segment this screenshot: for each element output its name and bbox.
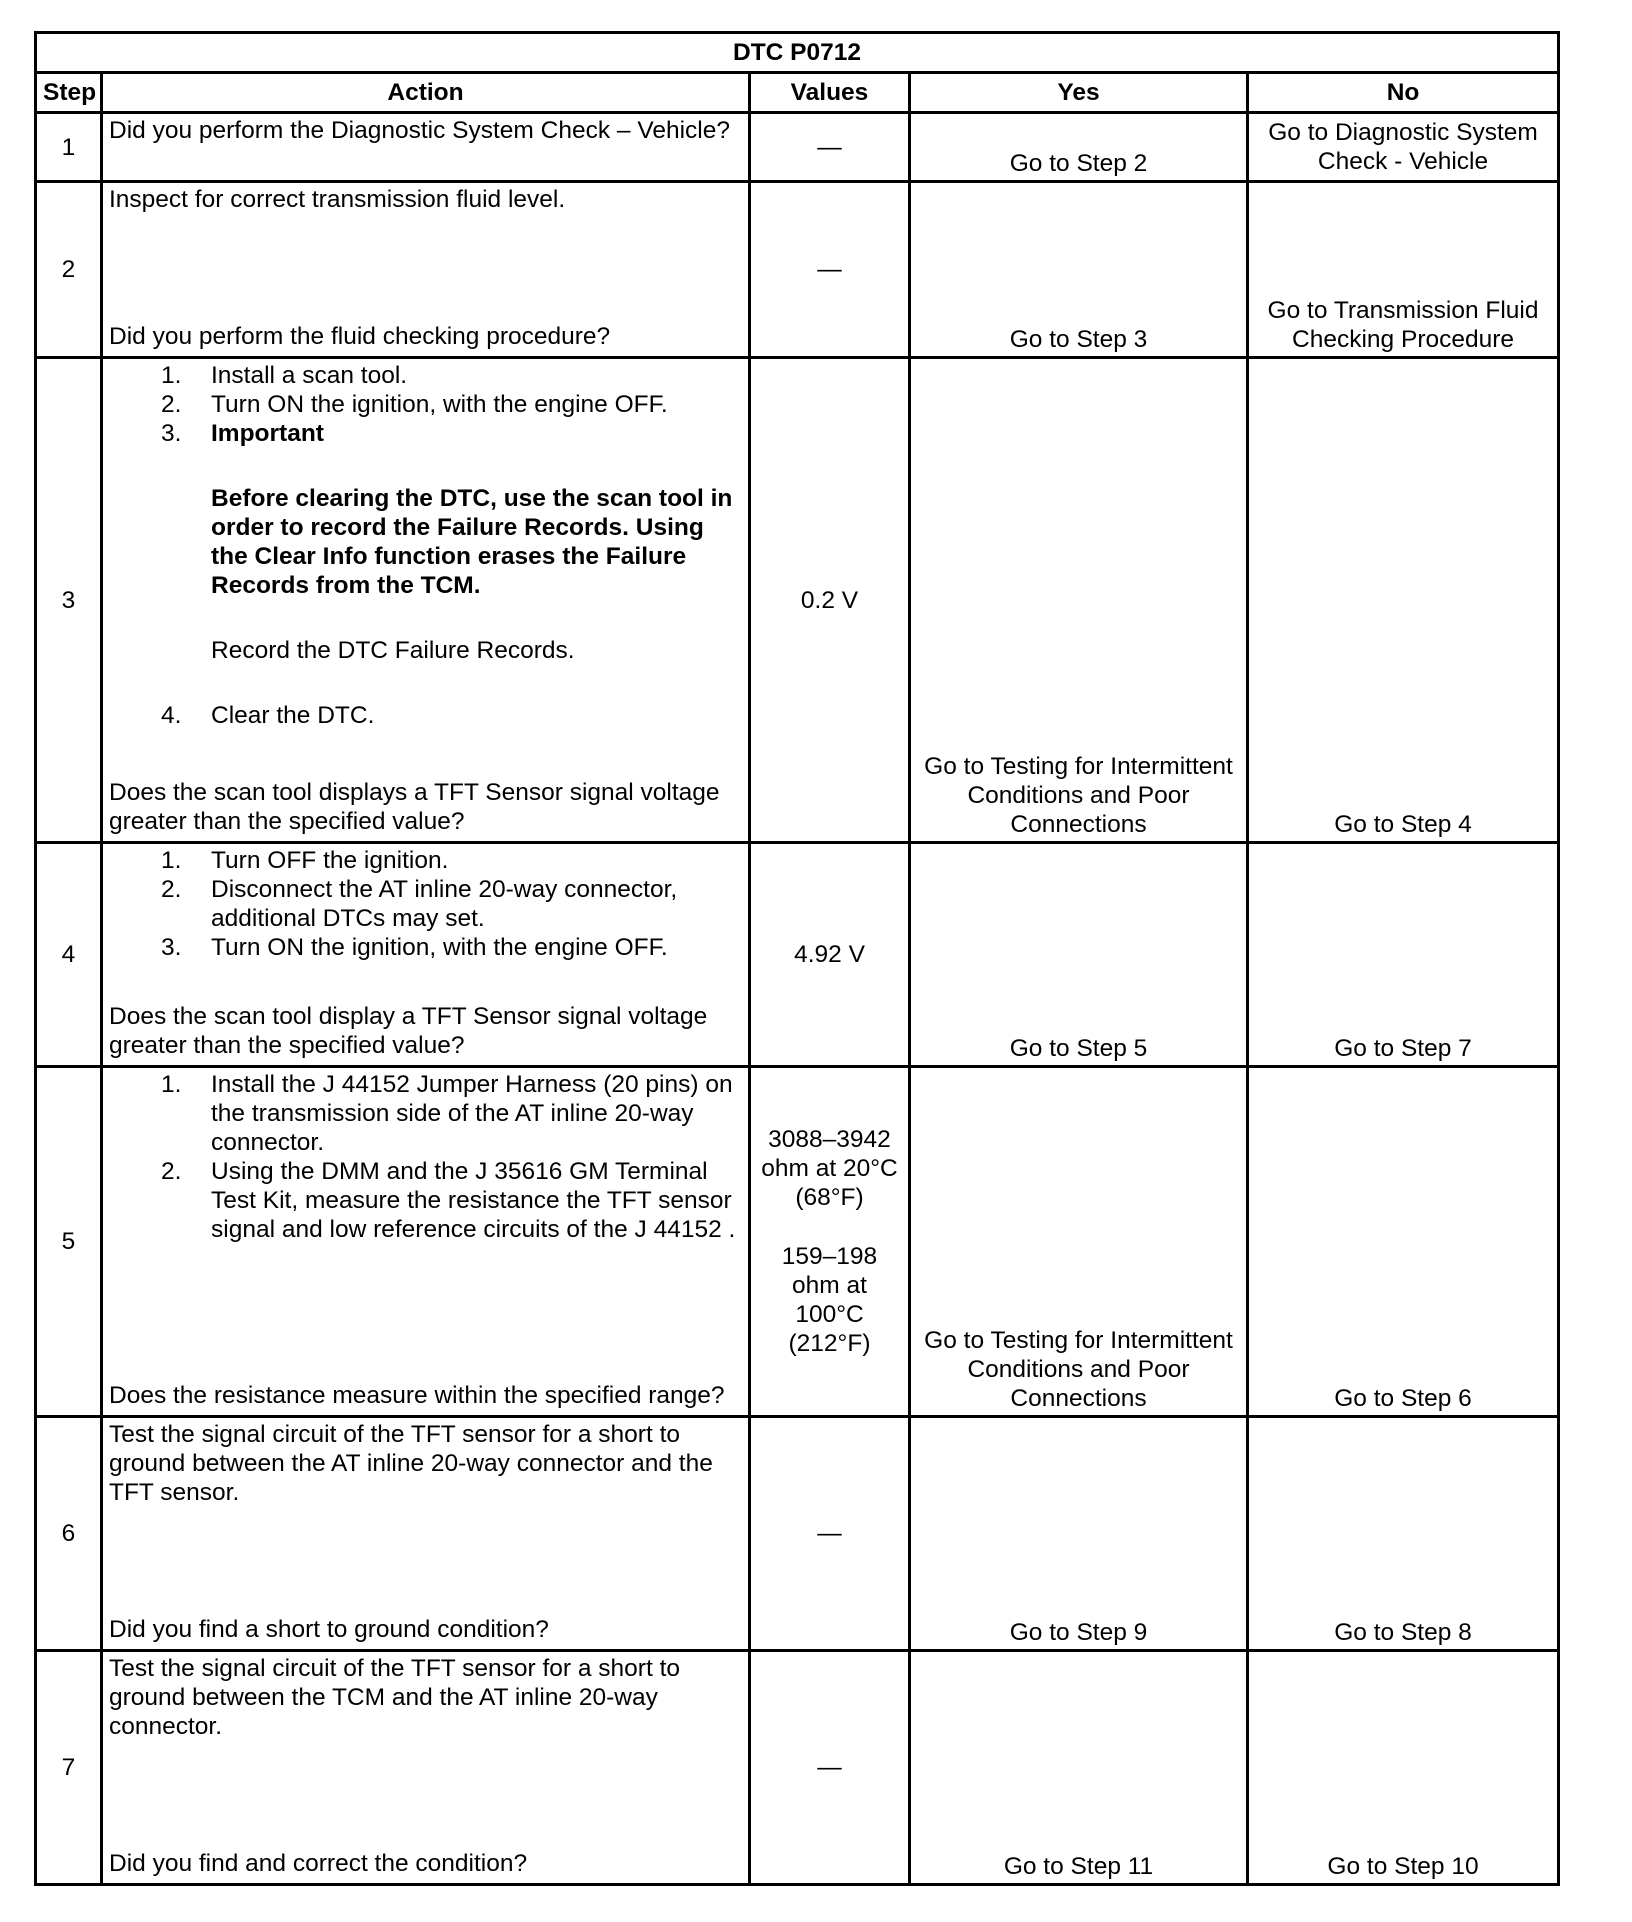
action-content <box>109 1070 742 1410</box>
item-text: Using the DMM and the J 35616 GM Terminal Test Kit, measure the resistance the TFT sensor signal and low reference circuits of the J 44152 . <box>211 1158 736 1243</box>
yes-cell: Go to Step 3 <box>910 182 1248 358</box>
header-values: Values <box>750 73 910 113</box>
action-intro: Test the signal circuit of the TFT sensor for a short to ground between the TCM and the AT inline 20-way connector. <box>109 1655 681 1740</box>
table-row <box>36 1067 1559 1417</box>
item-text: Turn ON the ignition, with the engine OFF. <box>211 934 668 961</box>
step-number: 6 <box>36 1417 102 1651</box>
value-cell <box>750 1067 910 1417</box>
action-steps <box>109 846 742 962</box>
table-row <box>36 358 1559 843</box>
action-cell <box>102 1651 750 1885</box>
yes-cell: Go to Step 11 <box>910 1651 1248 1885</box>
step-number: 5 <box>36 1067 102 1417</box>
action-steps <box>109 1070 742 1244</box>
yes-cell: Go to Step 5 <box>910 843 1248 1067</box>
step-number: 7 <box>36 1651 102 1885</box>
important-label: Important <box>211 420 324 447</box>
action-content <box>109 185 742 351</box>
list-item <box>161 361 742 390</box>
list-item <box>161 846 742 875</box>
yes-cell: Go to Testing for Intermittent Conditions and Poor Connections <box>910 358 1248 843</box>
step-number: 2 <box>36 182 102 358</box>
value-cell: 4.92 V <box>750 843 910 1067</box>
item-number: 1. <box>161 362 182 389</box>
value-range-100c: 159–198 ohm at 100°C (212°F) <box>781 1243 878 1357</box>
value-cell: 0.2 V <box>750 358 910 843</box>
item-text: Install the J 44152 Jumper Harness (20 pins) on the transmission side of the AT inline 20-way connector. <box>211 1071 733 1156</box>
action-cell: Did you perform the Diagnostic System Check – Vehicle? <box>102 113 750 182</box>
action-content <box>109 846 742 1060</box>
no-cell: Go to Step 8 <box>1248 1417 1559 1651</box>
item-number: 4. <box>161 702 182 729</box>
action-question: Does the scan tool displays a TFT Sensor signal voltage greater than the specified value? <box>109 779 720 835</box>
item-number: 2. <box>161 1158 182 1185</box>
action-question: Did you find a short to ground condition? <box>109 1616 549 1643</box>
action-question: Does the scan tool display a TFT Sensor signal voltage greater than the specified value? <box>109 1003 708 1059</box>
no-cell: Go to Transmission Fluid Checking Procedure <box>1248 182 1559 358</box>
list-item <box>161 419 742 701</box>
step-number: 4 <box>36 843 102 1067</box>
step-number: 1 <box>36 113 102 182</box>
yes-cell: Go to Step 9 <box>910 1417 1248 1651</box>
no-cell: Go to Step 4 <box>1248 358 1559 843</box>
action-question: Does the resistance measure within the specified range? <box>109 1382 725 1409</box>
action-cell <box>102 843 750 1067</box>
list-item <box>161 875 742 933</box>
no-cell: Go to Step 7 <box>1248 843 1559 1067</box>
item-text: Disconnect the AT inline 20-way connector, additional DTCs may set. <box>211 876 678 932</box>
item-text: Install a scan tool. <box>211 362 408 389</box>
no-cell: Go to Diagnostic System Check - Vehicle <box>1248 113 1559 182</box>
value-cell: — <box>750 1651 910 1885</box>
item-number: 2. <box>161 876 182 903</box>
action-cell <box>102 182 750 358</box>
dtc-table <box>34 31 1560 1886</box>
action-cell <box>102 358 750 843</box>
item-text: Turn ON the ignition, with the engine OFF. <box>211 391 668 418</box>
action-cell <box>102 1417 750 1651</box>
list-item <box>161 390 742 419</box>
item-number: 2. <box>161 391 182 418</box>
action-intro: Test the signal circuit of the TFT sensor for a short to ground between the AT inline 20-way connector and the TFT sensor. <box>109 1421 713 1506</box>
item-text: Clear the DTC. <box>211 702 375 729</box>
action-content <box>109 1654 742 1878</box>
item-number: 1. <box>161 1071 182 1098</box>
list-item <box>161 1070 742 1157</box>
value-cell: — <box>750 1417 910 1651</box>
step-number: 3 <box>36 358 102 843</box>
yes-cell: Go to Step 2 <box>910 113 1248 182</box>
header-row <box>36 73 1559 113</box>
action-content <box>109 1420 742 1644</box>
table-row <box>36 182 1559 358</box>
item-number: 1. <box>161 847 182 874</box>
action-cell <box>102 1067 750 1417</box>
table-row <box>36 113 1559 182</box>
list-item <box>161 933 742 962</box>
item-number: 3. <box>161 934 182 961</box>
action-question: Did you perform the fluid checking procedure? <box>109 323 611 350</box>
action-question: Did you find and correct the condition? <box>109 1850 528 1877</box>
action-steps <box>109 361 742 730</box>
header-step: Step <box>36 73 102 113</box>
table-row <box>36 1651 1559 1885</box>
table-row <box>36 843 1559 1067</box>
record-instruction: Record the DTC Failure Records. <box>211 637 575 664</box>
item-text: Turn OFF the ignition. <box>211 847 449 874</box>
list-item <box>161 1157 742 1244</box>
yes-cell: Go to Testing for Intermittent Conditions and Poor Connections <box>910 1067 1248 1417</box>
no-cell: Go to Step 10 <box>1248 1651 1559 1885</box>
item-number: 3. <box>161 420 182 447</box>
title-row <box>36 33 1559 73</box>
table-title: DTC P0712 <box>36 33 1559 73</box>
important-note: Before clearing the DTC, use the scan tool in order to record the Failure Records. Using the Clear Info function erases the Failure Records from the TCM. <box>211 485 733 599</box>
header-no: No <box>1248 73 1559 113</box>
action-content <box>109 361 742 836</box>
action-intro: Inspect for correct transmission fluid level. <box>109 186 566 213</box>
value-cell: — <box>750 182 910 358</box>
no-cell: Go to Step 6 <box>1248 1067 1559 1417</box>
value-range-20c: 3088–3942 ohm at 20°C (68°F) <box>761 1126 898 1211</box>
table-row <box>36 1417 1559 1651</box>
list-item <box>161 701 742 730</box>
header-yes: Yes <box>910 73 1248 113</box>
value-cell: — <box>750 113 910 182</box>
header-action: Action <box>102 73 750 113</box>
